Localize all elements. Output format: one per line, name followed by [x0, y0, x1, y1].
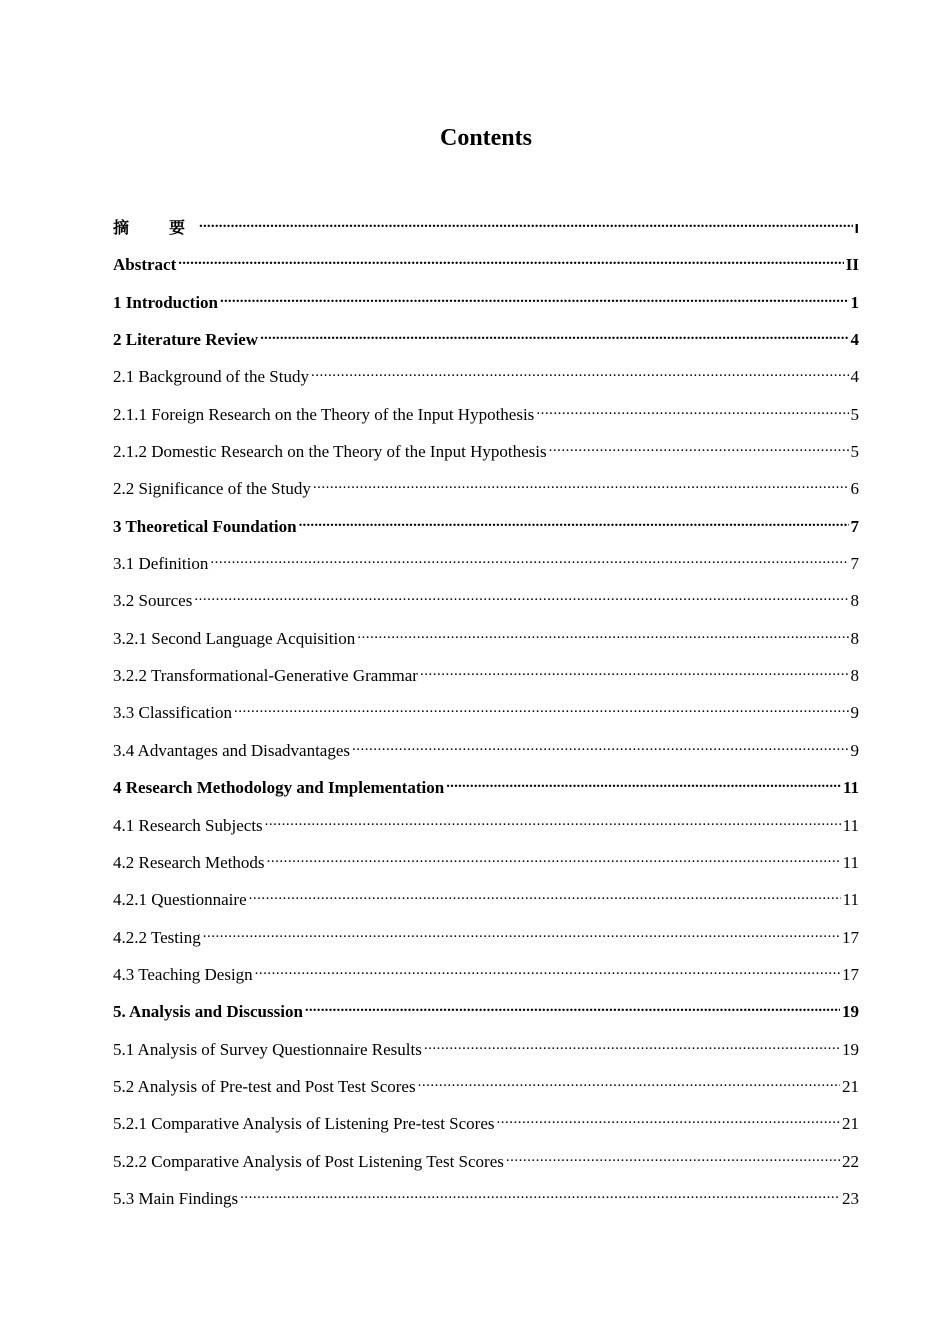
toc-entry-page-number: 17 — [842, 964, 859, 984]
dot-leader — [260, 325, 848, 345]
toc-entry[interactable] — [113, 549, 859, 586]
dot-leader — [220, 288, 848, 308]
toc-entry-page-number: 4 — [850, 330, 859, 350]
dot-leader — [249, 885, 841, 905]
table-of-contents — [113, 213, 859, 1221]
toc-entry[interactable] — [113, 848, 859, 885]
toc-entry[interactable] — [113, 400, 859, 437]
dot-leader — [210, 549, 848, 569]
toc-entry-page-number: 19 — [842, 1039, 859, 1059]
toc-entry[interactable] — [113, 362, 859, 399]
dot-leader — [265, 811, 841, 831]
toc-entry-label: 3.2 Sources — [113, 591, 193, 611]
toc-entry-label: 3.2.1 Second Language Acquisition — [113, 628, 356, 648]
toc-entry-page-number: 8 — [850, 628, 859, 648]
toc-entry-label: 2.1.1 Foreign Research on the Theory of the Input Hypothesis — [113, 404, 535, 424]
toc-entry-page-number: 11 — [842, 778, 859, 798]
toc-entry[interactable] — [113, 698, 859, 735]
toc-entry[interactable] — [113, 736, 859, 773]
toc-entry-label: 4.2.2 Testing — [113, 927, 201, 947]
toc-entry-label: 2 Literature Review — [113, 330, 259, 350]
dot-leader — [424, 1035, 840, 1055]
toc-entry-label: 摘 要 — [113, 218, 198, 237]
toc-entry[interactable] — [113, 1147, 859, 1184]
toc-entry-label: 5.2.1 Comparative Analysis of Listening Pre-test Scores — [113, 1114, 495, 1134]
toc-entry-page-number: 11 — [842, 890, 859, 910]
dot-leader — [299, 512, 849, 532]
toc-entry[interactable] — [113, 586, 859, 623]
toc-entry-label: 5.2.2 Comparative Analysis of Post Listening Test Scores — [113, 1151, 504, 1171]
dot-leader — [199, 213, 853, 233]
dot-leader — [549, 437, 849, 457]
toc-entry-page-number: II — [845, 255, 859, 275]
toc-entry-label: Abstract — [113, 255, 177, 275]
dot-leader — [420, 661, 849, 681]
dot-leader — [255, 960, 840, 980]
toc-entry[interactable] — [113, 1184, 859, 1221]
toc-entry-page-number: 19 — [842, 1002, 859, 1022]
toc-entry-label: 2.2 Significance of the Study — [113, 479, 311, 499]
toc-entry-label: 4.1 Research Subjects — [113, 815, 263, 835]
toc-entry-page-number: 23 — [842, 1188, 859, 1208]
toc-entry[interactable] — [113, 1109, 859, 1146]
toc-entry[interactable] — [113, 1035, 859, 1072]
toc-entry-page-number: 22 — [842, 1151, 859, 1171]
toc-entry-label: 4.2.1 Questionnaire — [113, 890, 247, 910]
dot-leader — [352, 736, 849, 756]
toc-entry-page-number: 21 — [842, 1076, 859, 1096]
dot-leader — [311, 362, 849, 382]
toc-entry[interactable] — [113, 624, 859, 661]
dot-leader — [203, 923, 840, 943]
toc-entry-page-number: 11 — [842, 815, 859, 835]
toc-entry-label: 2.1.2 Domestic Research on the Theory of the Input Hypothesis — [113, 442, 547, 462]
dot-leader — [194, 586, 848, 606]
toc-entry-page-number: 9 — [850, 740, 859, 760]
dot-leader — [313, 474, 849, 494]
toc-entry-page-number: 1 — [850, 292, 859, 312]
toc-entry-label: 3.2.2 Transformational-Generative Grammar — [113, 666, 418, 686]
toc-entry-page-number: 21 — [842, 1114, 859, 1134]
toc-entry[interactable] — [113, 512, 859, 549]
toc-entry-label: 5.3 Main Findings — [113, 1188, 239, 1208]
dot-leader — [497, 1109, 841, 1129]
toc-entry[interactable] — [113, 325, 859, 362]
dot-leader — [357, 624, 848, 644]
toc-entry-label: 4.2 Research Methods — [113, 852, 265, 872]
toc-entry[interactable] — [113, 811, 859, 848]
toc-entry[interactable] — [113, 1072, 859, 1109]
toc-entry-page-number: 7 — [850, 554, 859, 574]
toc-entry[interactable] — [113, 288, 859, 325]
toc-entry-label: 3.1 Definition — [113, 554, 209, 574]
toc-entry-page-number: 17 — [842, 927, 859, 947]
toc-entry-page-number: 8 — [850, 591, 859, 611]
toc-entry-label: 3 Theoretical Foundation — [113, 516, 297, 536]
dot-leader — [418, 1072, 840, 1092]
toc-entry[interactable] — [113, 885, 859, 922]
toc-entry[interactable] — [113, 773, 859, 810]
toc-entry-page-number: 5 — [850, 442, 859, 462]
toc-entry[interactable] — [113, 960, 859, 997]
toc-entry-page-number: 7 — [850, 516, 859, 536]
toc-entry-label: 4 Research Methodology and Implementation — [113, 778, 445, 798]
toc-entry-page-number: 11 — [842, 852, 859, 872]
toc-entry-label: 1 Introduction — [113, 292, 219, 312]
toc-entry[interactable] — [113, 213, 859, 250]
dot-leader — [305, 997, 840, 1017]
toc-entry-page-number: 8 — [850, 666, 859, 686]
toc-entry-label: 2.1 Background of the Study — [113, 367, 309, 387]
toc-entry[interactable] — [113, 923, 859, 960]
toc-entry-label: 5.1 Analysis of Survey Questionnaire Results — [113, 1039, 422, 1059]
toc-entry-label: 5.2 Analysis of Pre-test and Post Test Scores — [113, 1076, 416, 1096]
toc-entry-page-number: 9 — [850, 703, 859, 723]
dot-leader — [267, 848, 841, 868]
toc-entry[interactable] — [113, 437, 859, 474]
dot-leader — [446, 773, 841, 793]
toc-entry-page-number: 5 — [850, 404, 859, 424]
dot-leader — [506, 1147, 840, 1167]
toc-entry-label: 5. Analysis and Discussion — [113, 1002, 303, 1022]
toc-entry[interactable] — [113, 474, 859, 511]
toc-entry-label: 3.4 Advantages and Disadvantages — [113, 740, 350, 760]
page-title: Contents — [439, 125, 532, 151]
dot-leader — [234, 698, 849, 718]
toc-entry[interactable] — [113, 997, 859, 1034]
toc-entry[interactable] — [113, 661, 859, 698]
toc-entry-page-number: 4 — [850, 367, 859, 387]
dot-leader — [240, 1184, 840, 1204]
toc-entry-page-number: I — [854, 222, 859, 236]
dot-leader — [536, 400, 848, 420]
toc-entry[interactable] — [113, 250, 859, 287]
toc-entry-label: 4.3 Teaching Design — [113, 964, 253, 984]
toc-entry-page-number: 6 — [850, 479, 859, 499]
toc-entry-label: 3.3 Classification — [113, 703, 232, 723]
dot-leader — [178, 250, 844, 270]
